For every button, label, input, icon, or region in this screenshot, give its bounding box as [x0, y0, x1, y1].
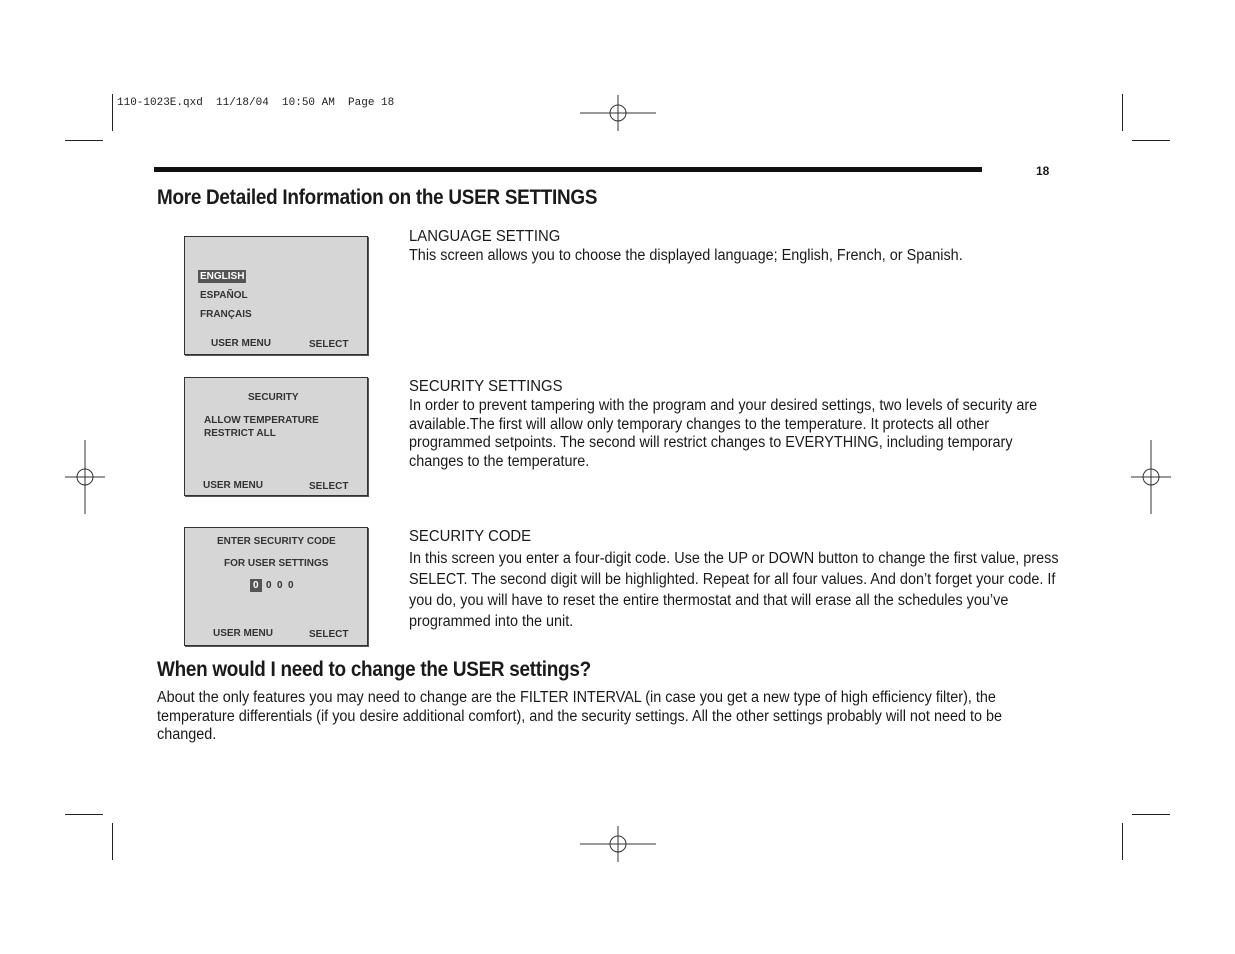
- soft-key-select: SELECT: [309, 629, 349, 640]
- language-option-espanol: ESPAÑOL: [200, 290, 248, 301]
- registration-mark-icon: [580, 95, 656, 131]
- section-heading-when-to-change: When would I need to change the USER settings?: [157, 658, 591, 681]
- code-screen-line-1: ENTER SECURITY CODE: [217, 536, 336, 547]
- security-code-description: In this screen you enter a four-digit code. Use the UP or DOWN button to change the first value, press SELECT. The second digit will be highlighted. Repeat for all four values. And don’t forget your code. If you do, you will have to reset the entire thermostat and that will erase all the schedules you’ve programmed into the unit.: [409, 550, 1059, 630]
- soft-key-user-menu: USER MENU: [211, 338, 272, 349]
- closing-paragraph: About the only features you may need to change are the FILTER INTERVAL (in case you get a new type of high efficiency filter), the temperature differentials (if you desire additional comfort), and the security settings. All the other settings probably will not need to be changed.: [157, 689, 1003, 743]
- page-number: 18: [1036, 164, 1050, 178]
- print-slug: 110-1023E.qxd 11/18/04 10:50 AM Page 18: [117, 97, 395, 109]
- code-digit-4: 0: [288, 580, 294, 591]
- code-digit-3: 0: [277, 580, 283, 591]
- registration-mark-icon: [65, 440, 105, 514]
- registration-mark-icon: [1131, 440, 1171, 514]
- code-digit-2: 0: [266, 580, 272, 591]
- page-title: More Detailed Information on the USER SETTINGS: [157, 186, 598, 209]
- soft-key-user-menu: USER MENU: [203, 480, 264, 491]
- soft-key-select: SELECT: [309, 339, 349, 350]
- language-setting-description: This screen allows you to choose the displayed language; English, French, or Spanish.: [409, 247, 963, 264]
- security-code-screen-illustration: [184, 527, 368, 646]
- code-digit-1: 0: [250, 579, 262, 592]
- security-option-allow-temperature: ALLOW TEMPERATURE: [204, 415, 319, 426]
- soft-key-user-menu: USER MENU: [213, 628, 274, 639]
- code-screen-line-2: FOR USER SETTINGS: [224, 558, 329, 569]
- security-screen-title: SECURITY: [248, 392, 299, 403]
- registration-mark-icon: [580, 826, 656, 862]
- security-option-restrict-all: RESTRICT ALL: [204, 428, 276, 439]
- soft-key-select: SELECT: [309, 481, 349, 492]
- security-code-title: SECURITY CODE: [409, 528, 532, 545]
- security-settings-description: In order to prevent tampering with the program and your desired settings, two levels of security are available.The first will allow only temporary changes to the temperature. It protects all other programmed setpoints. The second will restrict changes to EVERYTHING, including temporary changes to the temperature.: [409, 397, 1038, 470]
- language-setting-title: LANGUAGE SETTING: [409, 228, 561, 245]
- security-settings-title: SECURITY SETTINGS: [409, 378, 563, 395]
- language-option-francais: FRANÇAIS: [200, 309, 252, 320]
- language-screen-illustration: [184, 236, 368, 355]
- language-option-english: ENGLISH: [200, 271, 245, 282]
- header-rule: [154, 167, 982, 172]
- security-screen-illustration: [184, 377, 368, 496]
